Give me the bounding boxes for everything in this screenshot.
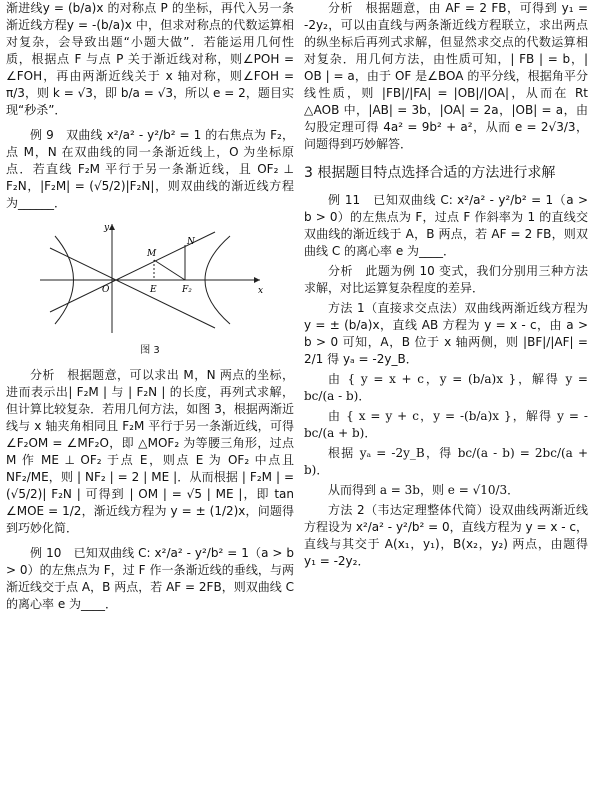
label-n: N [187, 237, 195, 247]
hyperbola-diagram [30, 218, 270, 338]
equation-system-2: 由 { x = y + c，y = -(b/a)x }，解得 y = -bc/(a + b)． [304, 409, 588, 440]
label-e: E [150, 285, 157, 295]
paragraph-example10: 例 10 已知双曲线 C: x²/a² - y²/b² = 1（a > b > 0）的左焦点为 F，过 F 作一条渐近线的垂线，与两渐近线交于点 A，B 两点，若 AF = 2FB，则双曲线 C 的离心率 e 为____． [6, 546, 294, 611]
y-axis-arrow [109, 224, 115, 230]
paragraph-method2: 方法 2（韦达定理整体代简）设双曲线两渐近线方程设为 x²/a² - y²/b² = 0，直线方程为 y = x - c，直线与其交于 A(x₁，y₁)，B(x₂，y₂) 两点，由题得 y₁ = -2y₂． [304, 503, 588, 568]
left-column [6, 0, 294, 613]
equation-ratio: 根据 yₐ = -2y_B，得 bc/(a - b) = 2bc/(a + b)． [304, 446, 588, 477]
segment-mf2 [154, 260, 185, 280]
equation-system-1: 由 { y = x + c，y = (b/a)x }，解得 y = bc/(a - b)． [304, 372, 588, 403]
x-axis-arrow [254, 277, 260, 283]
label-f2: F₂ [182, 285, 192, 295]
label-x: x [258, 286, 264, 296]
right-column [304, 0, 588, 570]
paragraph-example11-analysis: 分析 此题为例 10 变式，我们分别用三种方法求解，对比运算复杂程度的差异． [304, 264, 588, 295]
label-y: y [104, 223, 110, 233]
section-heading: 3 根据题目特点选择合适的方法进行求解 [304, 165, 556, 181]
figure-caption: 图 3 [140, 345, 160, 356]
paragraph-example11: 例 11 已知双曲线 C: x²/a² - y²/b² = 1（a > b > 0）的左焦点为 F，过点 F 作斜率为 1 的直线交双曲线的渐近线于 A，B 两点，若 AF = 2 FB，则双曲线 C 的离心率 e 为____． [304, 193, 588, 258]
paragraph-method1: 方法 1（直接求交点法）双曲线两渐近线方程为 y = ± (b/a)x，直线 AB 方程为 y = x - c，由 a > b > 0 可知，A，B 位于 x 轴两侧，则 |BF|/|AF| = 2/1 得 yₐ = -2y_B． [304, 301, 588, 366]
paragraph-example10-analysis: 分析 根据题意，由 AF = 2 FB，可得到 y₁ = -2y₂，可以由直线与两条渐近线方程联立，求出两点的纵坐标后再列式求解，但显然求交点的代数运算相对复杂．用几何方法，由性质可知，| FB | = b，| OB | = a，由于 OF 是∠BOA 的平分线，根据角平分线性质，则 |FB|/|FA| = |OB|/|OA|，从而在 Rt △AOB 中，|AB| = 3b，|OA| = 2a，|OB| = a，由勾股定理可得 4a² = 9b² + a²，从而 e = 2√3/3，问题得到巧妙解答． [304, 1, 588, 151]
equation-result: 从而得到 a = 3b，则 e = √10/3． [328, 483, 520, 497]
figure-3 [6, 218, 294, 359]
paragraph-example8-analysis-cont: 渐进线y = (b/a)x 的对称点 P 的坐标，再代入另一条渐近线方程y = -(b/a)x 中，但求对称点的代数运算相对复杂，会导致出题“小题大做”．若能运用几何性质，根据点 F 与点 P 关于渐近线对称，则∠POH = ∠FOH，再由两渐近线关于 x 轴对称，则∠FOH = π/3，则 k = √3，即 b/a = √3，所以 e = 2，题目实现“秒杀”． [6, 1, 294, 117]
paragraph-example9: 例 9 双曲线 x²/a² - y²/b² = 1 的右焦点为 F₂，点 M，N 在双曲线的同一条渐近线上，O 为坐标原点．若直线 F₂M 平行于另一条渐近线，且 OF₂ ⊥ F₂N，|F₂M| = (√5/2)|F₂N|，则双曲线的渐近线方程为______． [6, 128, 294, 210]
paragraph-example9-analysis: 分析 根据题意，可以求出 M，N 两点的坐标，进而表示出| F₂M | 与 | F₂N | 的长度，再列式求解，但计算比较复杂．若用几何方法，如图 3，根据两渐近线与 x 轴夹角相同且 F₂M 平行于另一条渐近线，可得∠F₂OM = ∠MF₂O，即 △MOF₂ 为等腰三角形，过点 M 作 ME ⊥ OF₂ 于点 E，则点 E 为 OF₂ 中点且 NF₂/ME，则 | NF₂ | = 2 | ME |．从而根据 | F₂M | = (√5/2)| F₂N | 可得到 | OM | = √5 | ME |，即 tan ∠MOE = 1/2，渐近线方程为 y = ± (1/2)x，问题得到巧妙化简． [6, 368, 294, 535]
label-m: M [147, 249, 157, 259]
label-origin: O [102, 285, 110, 295]
